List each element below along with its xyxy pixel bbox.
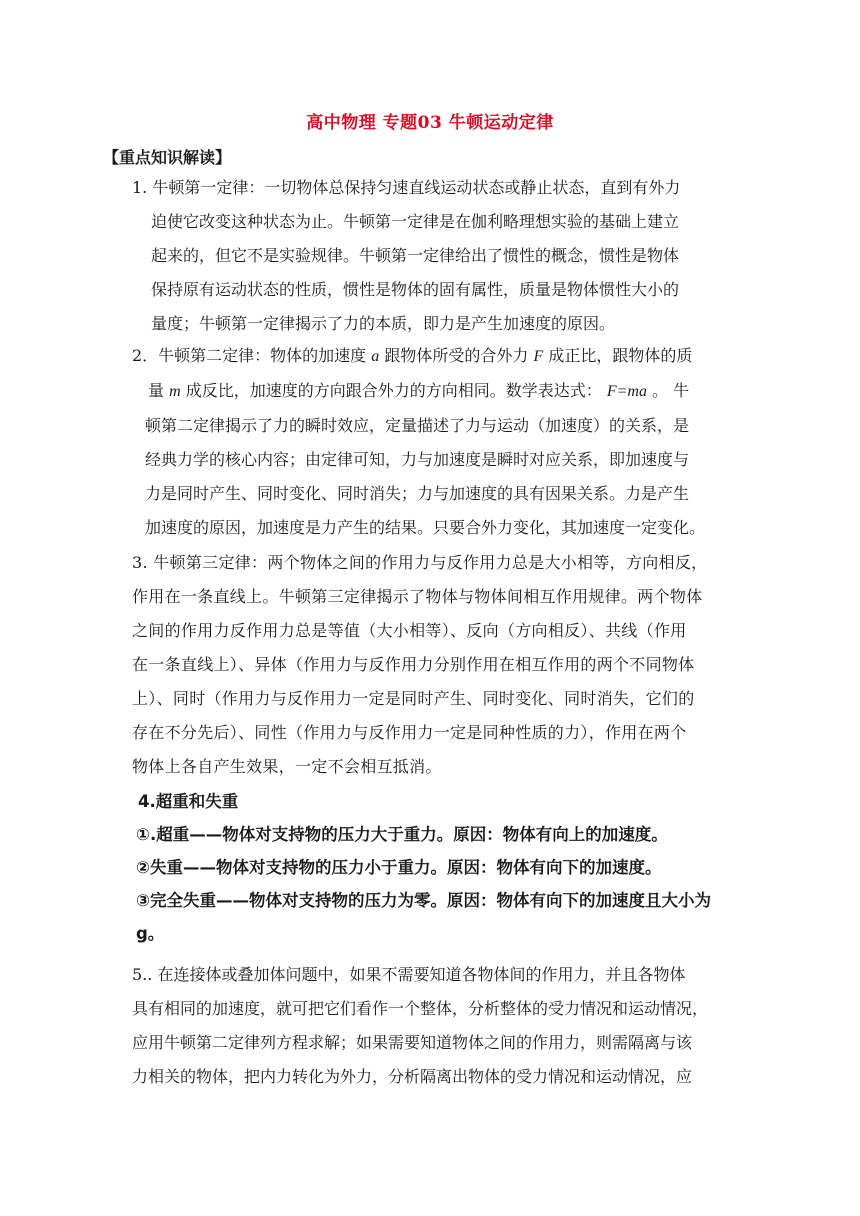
text-line: 上）、同时（作用力与反作用力一定是同时产生、同时变化、同时消失，它们的 (132, 689, 695, 708)
text-line: 起来的，但它不是实验规律。牛顿第一定律给出了惯性的概念，惯性是物体 (151, 246, 680, 265)
paragraph-newton-second-law (132, 339, 752, 545)
text-line: ①.超重——物体对支持物的压力大于重力。原因：物体有向上的加速度。 (136, 825, 668, 844)
text-line: ②失重——物体对支持物的压力小于重力。原因：物体有向下的加速度。 (136, 858, 662, 877)
paragraph-newton-first-law (132, 171, 742, 341)
text-line: 力是同时产生、同时变化、同时消失；力与加速度的具有因果关系。力是产生 (145, 484, 690, 503)
section-heading: 【重点知识解读】 (103, 148, 232, 167)
formula: F=ma (606, 383, 647, 400)
section-overweight-weightlessness (136, 785, 776, 950)
text-span: 。 牛 (646, 381, 690, 400)
text-line: g。 (136, 924, 165, 943)
text-line: ③完全失重——物体对支持物的压力为零。原因：物体有向下的加速度且大小为 (136, 891, 711, 910)
text-line: 物体上各自产生效果，一定不会相互抵消。 (132, 757, 442, 776)
text-line: 力相关的物体，把内力转化为外力，分析隔离出物体的受力情况和运动情况，应 (132, 1067, 693, 1086)
text-line: 量度；牛顿第一定律揭示了力的本质，即力是产生加速度的原因。 (151, 314, 616, 333)
text-line: 作用在一条直线上。牛顿第三定律揭示了物体与物体间相互作用规律。两个物体 (132, 587, 703, 606)
text-line: 存在不分先后）、同性（作用力与反作用力一定是同种性质的力），作用在两个 (132, 723, 687, 742)
text-line: 加速度的原因，加速度是力产生的结果。只要合外力变化，其加速度一定变化。 (145, 518, 706, 537)
text-line (148, 374, 752, 409)
text-span: 跟物体所受的合外力 (379, 346, 534, 365)
symbol-a: a (371, 348, 380, 365)
text-span: 量 (148, 381, 170, 400)
text-span: 成正比，跟物体的质 (543, 346, 693, 365)
text-line: 顿第二定律揭示了力的瞬时效应，定量描述了力与运动（加速度）的关系，是 (145, 416, 690, 435)
paragraph-newton-third-law (132, 546, 752, 784)
text-line (132, 339, 752, 374)
text-span: 2．牛顿第二定律：物体的加速度 (132, 346, 372, 365)
text-span: 成反比，加速度的方向跟合外力的方向相同。数学表达式： (180, 381, 607, 400)
subsection-heading: 4.超重和失重 (138, 792, 239, 811)
text-line: 保持原有运动状态的性质，惯性是物体的固有属性，质量是物体惯性大小的 (151, 280, 680, 299)
text-line: 1. 牛顿第一定律：一切物体总保持匀速直线运动状态或静止状态，直到有外力 (132, 178, 681, 197)
paragraph-connected-bodies (132, 958, 752, 1094)
symbol-m: m (169, 383, 181, 400)
text-line: 经典力学的核心内容；由定律可知，力与加速度是瞬时对应关系，即加速度与 (145, 450, 690, 469)
symbol-f: F (533, 348, 544, 365)
text-line: 3. 牛顿第三定律：两个物体之间的作用力与反作用力总是大小相等，方向相反， (132, 553, 708, 572)
text-line: 在一条直线上）、异体（作用力与反作用力分别作用在相互作用的两个不同物体 (132, 655, 695, 674)
page-title: 高中物理 专题03 牛顿运动定律 (306, 113, 554, 133)
text-line: 迫使它改变这种状态为止。牛顿第一定律是在伽利略理想实验的基础上建立 (151, 212, 680, 231)
text-line: 具有相同的加速度，就可把它们看作一个整体，分析整体的受力情况和运动情况， (132, 999, 709, 1018)
text-line: 5.. 在连接体或叠加体问题中，如果不需要知道各物体间的作用力，并且各物体 (132, 965, 686, 984)
text-line: 之间的作用力反作用力总是等值（大小相等）、反向（方向相反）、共线（作用 (132, 621, 687, 640)
text-line: 应用牛顿第二定律列方程求解；如果需要知道物体之间的作用力，则需隔离与该 (132, 1033, 693, 1052)
